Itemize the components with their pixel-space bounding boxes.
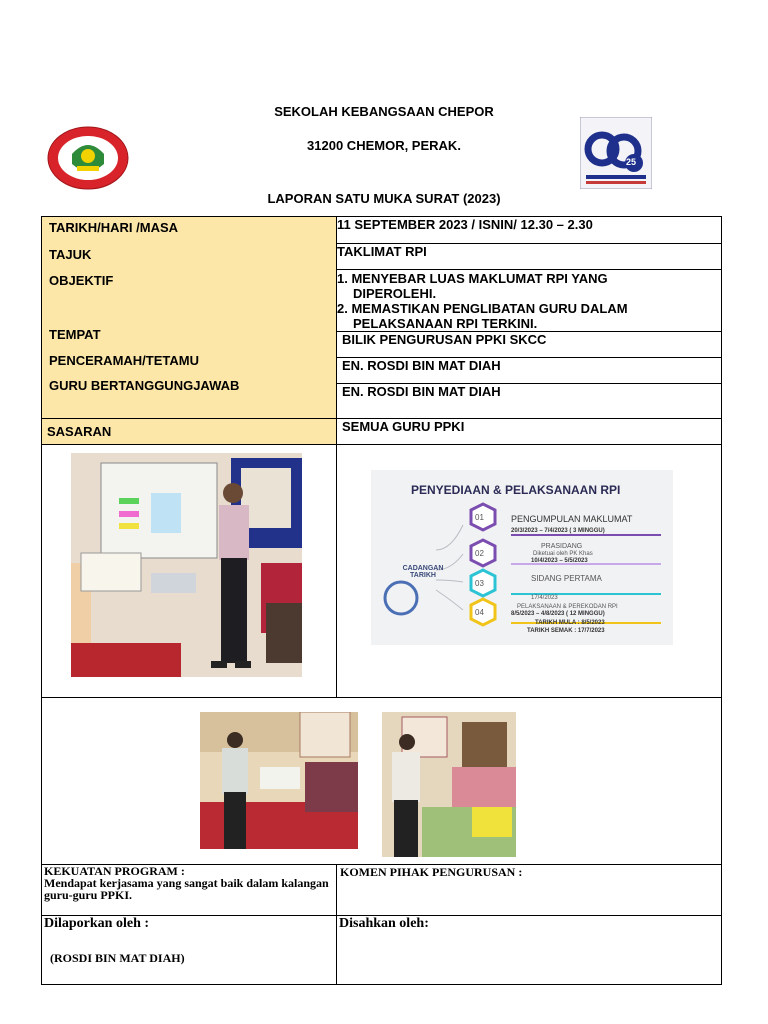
- comment-cell: [337, 865, 722, 916]
- speaker-value: EN. ROSDI BIN MAT DIAH: [337, 358, 722, 384]
- date-value: 11 SEPTEMBER 2023 / ISNIN/ 12.30 – 2.30: [337, 217, 722, 244]
- approved-cell: [337, 916, 722, 985]
- title-label: TAJUK: [49, 247, 92, 262]
- teacher-value: EN. ROSDI BIN MAT DIAH: [337, 384, 722, 419]
- approved-label: Disahkan oleh:: [339, 916, 429, 931]
- reported-label: Dilaporkan oleh :: [44, 916, 150, 931]
- comment-label: KOMEN PIHAK PENGURUSAN :: [340, 865, 523, 879]
- step-num-2: 02: [475, 549, 484, 558]
- slide-title: PENYEDIAAN & PELAKSANAAN RPI: [411, 483, 621, 497]
- slide-side-label: CADANGAN TARIKH: [402, 565, 444, 579]
- step-name-4: PELAKSANAAN & PEREKODAN RPI: [517, 604, 618, 610]
- step-date-4: 8/5/2023 – 4/8/2023 ( 12 MINGGU): [511, 611, 605, 617]
- reported-cell: [42, 916, 337, 985]
- target-value: SEMUA GURU PPKI: [337, 419, 722, 445]
- objective-value: 1. MENYEBAR LUAS MAKLUMAT RPI YANG DIPEROLEHI. 2. MEMASTIKAN PENGLIBATAN GURU DALAM PELAKSANAAN RPI TERKINI.: [337, 270, 722, 332]
- school-address: 31200 CHEMOR, PERAK.: [307, 138, 461, 153]
- reported-name: (ROSDI BIN MAT DIAH): [50, 951, 185, 965]
- step-date-3: 17/4/2023: [531, 595, 558, 601]
- step-name-1: PENGUMPULAN MAKLUMAT: [511, 514, 633, 524]
- step-name-3: SIDANG PERTAMA: [531, 574, 602, 583]
- place-value: BILIK PENGURUSAN PPKI SKCC: [337, 332, 722, 358]
- step-name-2: PRASIDANG: [541, 543, 583, 550]
- logo-number: 25: [626, 157, 637, 167]
- target-label: SASARAN: [42, 419, 337, 445]
- school-name: SEKOLAH KEBANGSAAN CHEPOR: [274, 104, 494, 119]
- report-title: LAPORAN SATU MUKA SURAT (2023): [267, 191, 501, 206]
- objective-label: OBJEKTIF: [49, 273, 114, 288]
- photo-speaker-audience: [382, 712, 516, 857]
- slide-start-date: TARIKH MULA : 8/5/2023: [535, 620, 605, 626]
- strength-label: KEKUATAN PROGRAM :: [44, 864, 185, 878]
- teacher-label: GURU BERTANGGUNGJAWAB: [49, 378, 240, 393]
- place-label: TEMPAT: [49, 327, 101, 342]
- speaker-label: PENCERAMAH/TETAMU: [49, 353, 199, 368]
- step-num-3: 03: [475, 579, 484, 588]
- ppki-logo: [580, 117, 652, 189]
- strength-cell: [42, 865, 337, 916]
- step-num-4: 04: [475, 608, 484, 617]
- step-date-1: 20/3/2023 – 7/4/2023 ( 3 MINGGU): [511, 528, 605, 534]
- title-value: TAKLIMAT RPI: [337, 244, 722, 270]
- strength-text: Mendapat kerjasama yang sangat baik dalam kalangan guru-guru PPKI.: [44, 876, 329, 902]
- date-label: TARIKH/HARI /MASA: [49, 220, 179, 235]
- step-num-1: 01: [475, 513, 484, 522]
- school-logo: [47, 126, 129, 190]
- labels-cell: [42, 217, 337, 419]
- photo-slide-rpi: [371, 470, 673, 645]
- step-note-2: Diketuai oleh PK Khas: [533, 551, 593, 557]
- step-date-2: 10/4/2023 – 5/5/2023: [531, 558, 588, 564]
- photo-speaker-presenting: [71, 453, 302, 677]
- photo-speaker-laptop: [200, 712, 358, 849]
- slide-review-date: TARIKH SEMAK : 17/7/2023: [527, 628, 605, 634]
